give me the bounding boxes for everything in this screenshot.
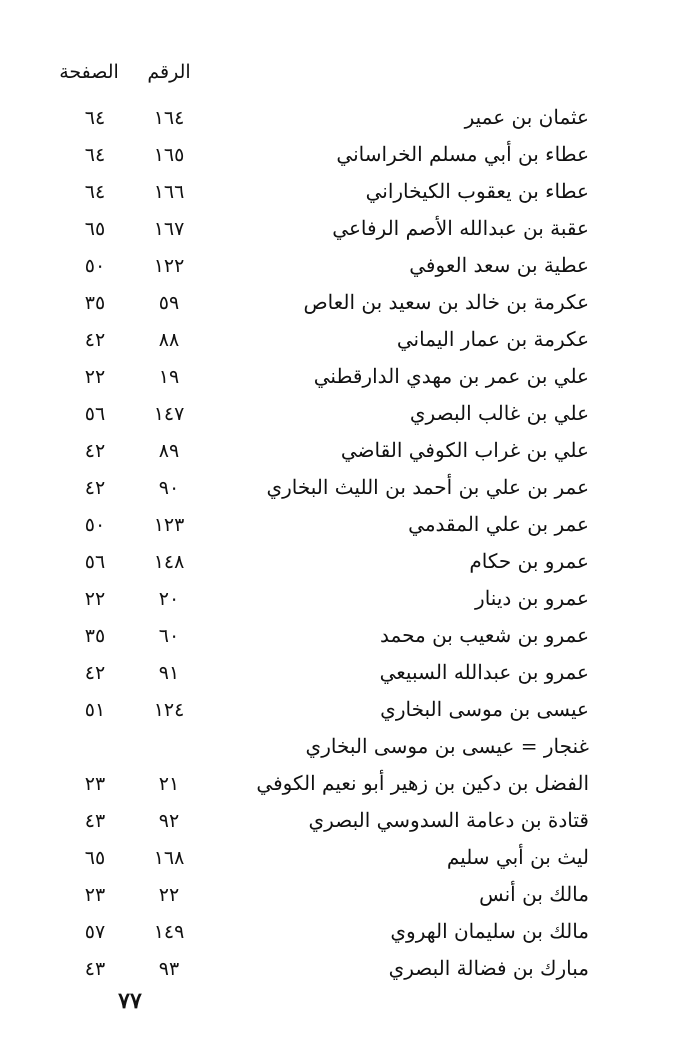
page-number: ٧٧ [118, 988, 142, 1014]
index-row [0, 654, 684, 691]
entry-name: مالك بن أنس [479, 882, 589, 906]
index-row [0, 173, 684, 210]
entry-name: علي بن عمر بن مهدي الدارقطني [313, 364, 589, 388]
entry-page: ٣٥ [84, 292, 106, 314]
entry-page: ٦٤ [84, 181, 106, 203]
entry-number: ٨٩ [158, 440, 180, 462]
entry-page: ٢٣ [84, 773, 106, 795]
entry-number: ١٦٨ [153, 847, 185, 869]
entry-page: ٤٢ [84, 477, 106, 499]
entry-number: ٥٩ [158, 292, 180, 314]
entry-number: ١٩ [158, 366, 180, 388]
entry-name: عمرو بن عبدالله السبيعي [379, 660, 589, 684]
entry-name: مالك بن سليمان الهروي [390, 919, 589, 943]
index-row [0, 321, 684, 358]
index-row [0, 580, 684, 617]
entry-number: ٢٠ [158, 588, 180, 610]
index-row [0, 395, 684, 432]
entry-page: ٤٣ [84, 958, 106, 980]
entry-number: ١٢٣ [153, 514, 185, 536]
entry-page: ٥٠ [84, 514, 106, 536]
index-row [0, 802, 684, 839]
entry-name: غنجار = عيسى بن موسى البخاري [305, 734, 589, 758]
entry-number: ٩٣ [158, 958, 180, 980]
entry-number: ١٦٧ [153, 218, 185, 240]
index-row [0, 765, 684, 802]
entry-number: ١٤٩ [153, 921, 185, 943]
entry-page: ٥١ [84, 699, 106, 721]
index-row [0, 691, 684, 728]
entry-name: عكرمة بن خالد بن سعيد بن العاص [303, 290, 589, 314]
entry-name: عمر بن علي المقدمي [408, 512, 589, 536]
index-row [0, 506, 684, 543]
entry-name: عمر بن علي بن أحمد بن الليث البخاري [266, 475, 589, 499]
entry-number: ٦٠ [158, 625, 180, 647]
entry-name: عكرمة بن عمار اليماني [396, 327, 589, 351]
index-row [0, 839, 684, 876]
entry-page: ٤٢ [84, 662, 106, 684]
entry-page: ٦٤ [84, 107, 106, 129]
index-row [0, 358, 684, 395]
entry-name: عيسى بن موسى البخاري [380, 697, 589, 721]
entry-name: عقبة بن عبدالله الأصم الرفاعي [332, 216, 589, 240]
entry-page: ٢٣ [84, 884, 106, 906]
index-row [0, 913, 684, 950]
entry-page: ٥٠ [84, 255, 106, 277]
entry-page: ٣٥ [84, 625, 106, 647]
entry-page: ٥٦ [84, 551, 106, 573]
index-row [0, 136, 684, 173]
entry-number: ١٦٤ [153, 107, 185, 129]
page-column-header: الصفحة [59, 61, 119, 83]
index-row [0, 432, 684, 469]
index-row [0, 543, 684, 580]
index-row-cross-reference [0, 728, 684, 765]
entry-page: ٤٣ [84, 810, 106, 832]
index-row [0, 284, 684, 321]
entry-name: علي بن غالب البصري [409, 401, 589, 425]
index-row [0, 247, 684, 284]
entry-page: ٢٢ [84, 366, 106, 388]
entry-number: ٩٢ [158, 810, 180, 832]
entry-name: عطاء بن أبي مسلم الخراساني [336, 142, 589, 166]
entry-number: ١٢٤ [153, 699, 185, 721]
entry-page: ٥٦ [84, 403, 106, 425]
index-list [0, 99, 684, 987]
entry-number: ٢١ [158, 773, 180, 795]
entry-name: عطاء بن يعقوب الكيخاراني [365, 179, 589, 203]
index-row [0, 617, 684, 654]
entry-name: علي بن غراب الكوفي القاضي [340, 438, 589, 462]
entry-number: ١٦٦ [153, 181, 185, 203]
entry-number: ١٦٥ [153, 144, 185, 166]
entry-page: ٦٥ [84, 218, 106, 240]
entry-number: ١٢٢ [153, 255, 185, 277]
entry-page: ٥٧ [84, 921, 106, 943]
entry-page: ٦٥ [84, 847, 106, 869]
entry-page: ٦٤ [84, 144, 106, 166]
entry-name: عمرو بن حكام [469, 549, 589, 573]
entry-page: ٤٢ [84, 440, 106, 462]
entry-number: ٩١ [158, 662, 180, 684]
entry-name: الفضل بن دكين بن زهير أبو نعيم الكوفي [256, 771, 589, 795]
index-row [0, 469, 684, 506]
index-row [0, 876, 684, 913]
entry-number: ١٤٨ [153, 551, 185, 573]
entry-name: عمرو بن شعيب بن محمد [380, 623, 589, 647]
entry-name: عطية بن سعد العوفي [409, 253, 589, 277]
entry-number: ٩٠ [158, 477, 180, 499]
entry-name: مبارك بن فضالة البصري [388, 956, 589, 980]
entry-name: عمرو بن دينار [475, 586, 589, 610]
index-row [0, 950, 684, 987]
index-row [0, 210, 684, 247]
entry-number: ٨٨ [158, 329, 180, 351]
entry-page: ٤٢ [84, 329, 106, 351]
index-row [0, 99, 684, 136]
entry-name: ليث بن أبي سليم [446, 845, 589, 869]
entry-number: ١٤٧ [153, 403, 185, 425]
entry-page: ٢٢ [84, 588, 106, 610]
entry-name: عثمان بن عمير [464, 105, 589, 129]
number-column-header: الرقم [147, 61, 191, 83]
entry-name: قتادة بن دعامة السدوسي البصري [308, 808, 589, 832]
entry-number: ٢٢ [158, 884, 180, 906]
